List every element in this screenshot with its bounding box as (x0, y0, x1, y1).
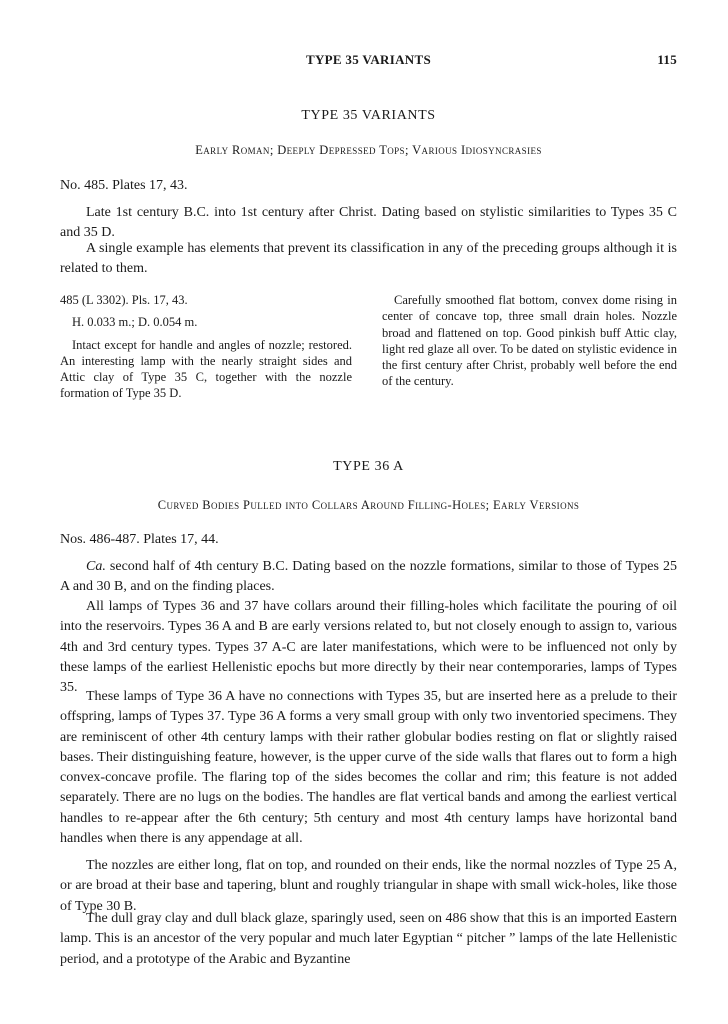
section-subtitle-curved-bodies: Curved Bodies Pulled into Collars Around Filling-Holes; Early Versions (157, 498, 580, 512)
paragraph-485-description: A single example has elements that prevent its classification in any of the preceding groups although it is related to them. (60, 241, 677, 277)
entry-head-485: No. 485. Plates 17, 43. (60, 178, 188, 193)
section-subtitle-early-roman: Early Roman; Deeply Depressed Tops; Various Idiosyncrasies (195, 143, 542, 157)
catalogue-entry-description-continued: Carefully smoothed flat bottom, convex dome rising in center of concave top, three small drain holes. Nozzle broad and flattened on top. Good pinkish buff Attic clay, light red glaze all over. To be dated on stylistic evidence in the first century after Christ, probably well before the end of the century. (382, 293, 677, 389)
catalogue-entry-heading: 485 (L 3302). Pls. 17, 43. (60, 293, 188, 307)
catalogue-entry-description: Intact except for handle and angles of nozzle; restored. An interesting lamp with the nearly straight sides and Attic clay of Type 35 C, together with the nozzle formation of Type 35 D. (60, 337, 352, 401)
entry-head-486-487: Nos. 486-487. Plates 17, 44. (60, 532, 219, 547)
circa-abbreviation: Ca. (86, 559, 106, 574)
paragraph-36a-dating (60, 557, 677, 598)
paragraph-485-dating: Late 1st century B.C. into 1st century after Christ. Dating based on stylistic similarities to Types 35 C and 35 D. (60, 205, 677, 241)
section-title-type-35-variants: TYPE 35 VARIANTS (301, 108, 436, 123)
paragraph-36a-collars: All lamps of Types 36 and 37 have collars around their filling-holes which facilitate the pouring of oil into the reservoirs. Types 36 A and B are early versions related to, but not closely enough to assign to, various 4th and 3rd century types. Types 37 A-C are later manifestations, which were to be influenced not only by these lamps of the earliest Hellenistic epochs but more directly by their near contemporaries, lamps of Types 35. (60, 599, 677, 696)
paragraph-36a-nozzles: The nozzles are either long, flat on top, and rounded on their ends, like the normal nozzles of Type 25 A, or are broad at their base and tapering, blunt and roughly triangular in shape with small wick-holes, like those of Type 30 B. (60, 858, 677, 914)
paragraph-36a-clay: The dull gray clay and dull black glaze, sparingly used, seen on 486 show that this is an imported Eastern lamp. This is an ancestor of the very popular and much later Egyptian “ pitcher ” lamps of the late Hellenistic period, and a prototype of the Arabic and Byzantine (60, 911, 677, 967)
catalogue-entry-dimensions: H. 0.033 m.; D. 0.054 m. (72, 315, 198, 330)
running-head-title: TYPE 35 VARIANTS (306, 52, 431, 67)
catalogue-entry-right-column (382, 292, 677, 390)
page-number: 115 (657, 52, 677, 67)
paragraph-36a-description: These lamps of Type 36 A have no connections with Types 35, but are inserted here as a prelude to their offspring, lamps of Types 37. Type 36 A forms a very small group with only two inventoried specimens. They are reminiscent of other 4th century lamps with their rather globular bodies resting on flat or slightly raised bases. Their distinguishing feature, however, is the upper curve of the side walls that flares out to form a high convex-concave profile. The flaring top of the sides becomes the collar and rim; this feature is not added separately. There are no lugs on the bodies. The handles are flat vertical bands and among the earliest vertical handles to re-appear after the 6th century; 5th century and most 4th century lamps have horizontal band handles when there is any appendage at all. (60, 689, 677, 847)
paragraph-36a-dating-text: second half of 4th century B.C. Dating based on the nozzle formations, similar to those of Types 25 A and 30 B, and on the finding places. (60, 559, 677, 595)
running-head (60, 52, 677, 70)
section-title-type-36a: TYPE 36 A (333, 459, 404, 474)
catalogue-entry-left-column (60, 292, 352, 402)
